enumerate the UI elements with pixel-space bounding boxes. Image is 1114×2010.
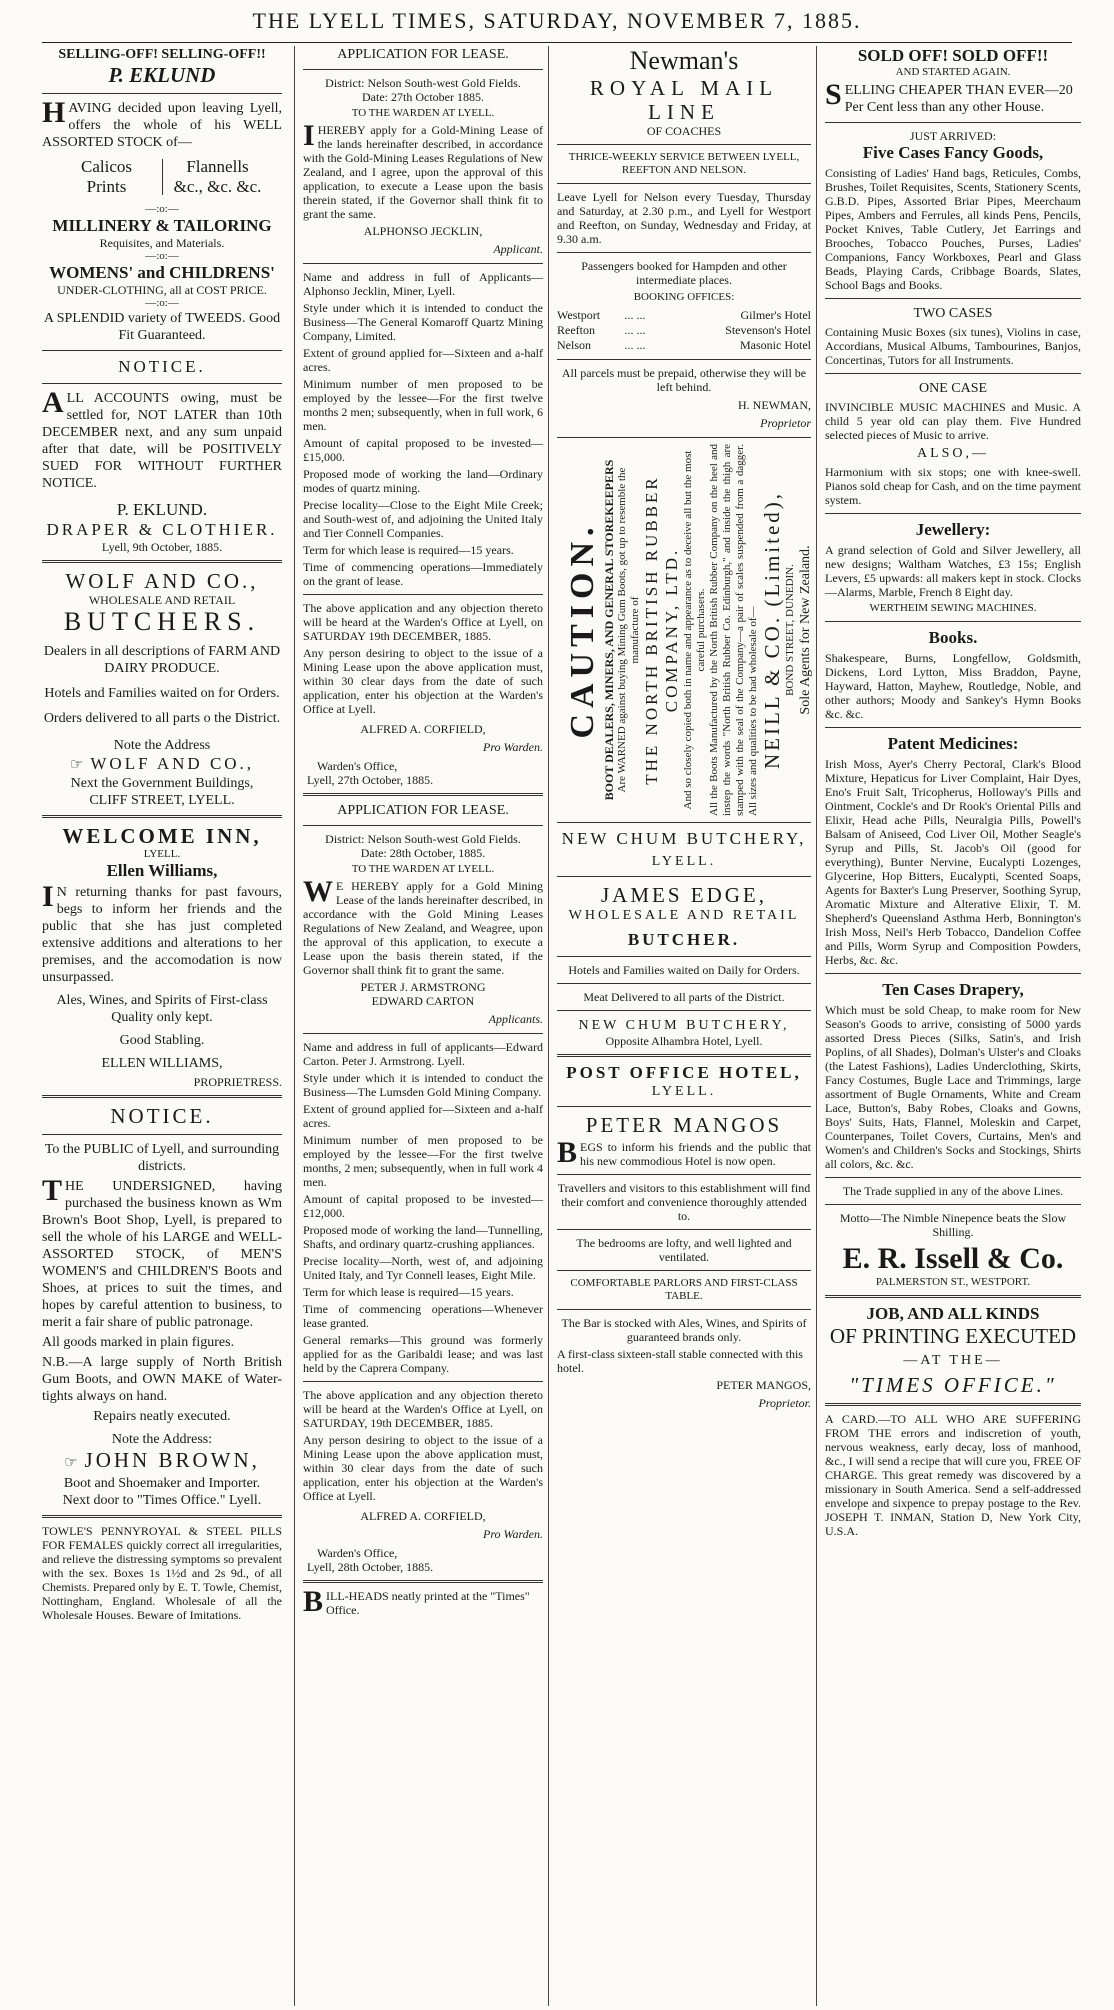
welcome-place: LYELL. [143, 848, 181, 860]
column-1 [42, 46, 282, 2006]
welcome-title: WELCOME INN, [62, 824, 262, 848]
po-stable: A first-class sixteen-stall stable connected with this hotel. [557, 1347, 803, 1375]
lease2-sign-title: Pro Warden. [483, 1527, 543, 1541]
booking-office-row [557, 338, 811, 353]
wolf-orders: Orders delivered to all parts o the District. [43, 711, 281, 726]
lease1-item: Minimum number of men proposed to be employed by the lessee—For the first twelve months 2 men; subsequently, when in full work, 6 men. [303, 377, 543, 433]
wolf-address2: CLIFF STREET, LYELL. [89, 793, 235, 808]
welcome-ales: Ales, Wines, and Spirits of First-class Quality only kept. [56, 993, 268, 1025]
po-title: POST OFFICE HOTEL, [566, 1063, 802, 1082]
eklund-sign-name: P. EKLUND. [116, 500, 208, 519]
column-4 [816, 46, 1081, 2006]
lease1-item: Style under which it is intended to conduct the Business—The General Komaroff Quartz Mining Company, Limited. [303, 301, 543, 343]
brown-next: Next door to "Times Office." Lyell. [62, 1493, 262, 1508]
wolf-address-name: ☞ WOLF AND CO., [69, 754, 255, 773]
lease2-title: APPLICATION FOR LEASE. [337, 803, 509, 818]
lease2-item: General remarks—This ground was formerly applied for as the Garibaldi lease; and was last held by the Caprera Company. [303, 1333, 543, 1375]
issell-also: ALSO,— [916, 446, 990, 461]
lease2-body: W E HEREBY apply for a Gold Mining Lease of the lands hereinafter described, in accordance with the Gold Mining Leases Regulations of New Zealand, and Weagree, upon the approval of this application, to execute a Lease upon the basis therein stated, if the Governor shall think fit to grant the same. [303, 875, 543, 977]
newman-sign-title: Proprietor [760, 416, 811, 430]
separator: —:o:— [145, 203, 179, 215]
edge-title: NEW CHUM BUTCHERY, [561, 829, 807, 848]
issell-fancy-text: Consisting of Ladies' Hand bags, Reticules, Combs, Brushes, Toilet Requisites, Scents, Stationery Scents, G.B.D. Pipes, Assorted Briar Pipes, Meerchaum Pipes, Ambers and Ferrules, all kinds Pens, Pencils, Pocket Knives, Table Cutlery, Jet Earrings and Brooches, Tobacco Pouches, Purses, Ladies' Companions, Fancy Workboxes, Pearl and Glass Beads, Playing Cards, Cribbage Boards, Slates, School Bags and Books. [825, 166, 1081, 292]
caution-line4: All the Boots Manufactured by the North British Rubber Company on the heel and instep the words "North British Rubber Co. Edinburgh," and inside the thigh are stamped with the seal of the Company—a pair of scales suspended from a dagger. All sizes and qualities to be had wholesale of— [708, 444, 759, 816]
issell-sewing: WERTHEIM SEWING MACHINES. [869, 602, 1037, 614]
brown-trade: Boot and Shoemaker and Importer. [63, 1476, 261, 1491]
booking-office-row [557, 323, 811, 338]
welcome-sign: ELLEN WILLIAMS, [101, 1056, 223, 1071]
lease1-applicant: ALPHONSO JECKLIN, [363, 224, 483, 238]
newman-offices [557, 308, 811, 353]
lease2-item: Extent of ground applied for—Sixteen and a-half acres. [303, 1102, 543, 1130]
eklund-left-goods: Calicos Prints [81, 157, 132, 196]
edge-place: LYELL. [651, 854, 717, 869]
booking-office-hotel: Masonic Hotel [740, 338, 811, 352]
eklund-sign-trade: DRAPER & CLOTHIER. [46, 520, 278, 539]
lease1-item: Name and address in full of Applicants—Alphonso Jecklin, Miner, Lyell. [303, 270, 543, 298]
edge-trade: WHOLESALE AND RETAIL [568, 908, 800, 923]
edge-hotels: Hotels and Families waited on Daily for Orders. [568, 963, 800, 977]
lease2-hearing: The above application and any objection thereto will be heard at the Warden's Office at Lyell, on SATURDAY, 19th DECEMBER, 1885. [303, 1388, 543, 1430]
booking-office-row [557, 308, 811, 323]
booking-office-town: Nelson [557, 338, 591, 352]
lease2-date: Date: 28th October, 1885. [360, 846, 486, 860]
caution-sole: Sole Agents for New Zealand. [798, 545, 813, 715]
lease2-office-date: Lyell, 28th October, 1885. [307, 1560, 434, 1574]
lease2-applicant2: EDWARD CARTON [371, 994, 475, 1008]
lease2-objection: Any person desiring to object to the issue of a Mining Lease upon the above application must, within 30 clear days from the date of such application, enter his objection at the Warden's Office at Lyell. [303, 1433, 543, 1503]
booking-office-hotel: Stevenson's Hotel [725, 323, 811, 337]
caution-rotated [564, 444, 813, 816]
brown-nb: N.B.—A large supply of North British Gum Boots, and OWN MAKE of Water-tights always on hand. [42, 1355, 282, 1404]
po-bedrooms: The bedrooms are lofty, and well lighted and ventilated. [576, 1236, 792, 1264]
eklund-tweeds: A SPLENDID variety of TWEEDS. Good Fit Guaranteed. [43, 311, 281, 343]
issell-two-text: Containing Music Boxes (six tunes), Violins in case, Accordians, Musical Albums, Tambourines, Banjos, Concertinas, Tutors for all Instruments. [825, 325, 1081, 367]
newman-booking: BOOKING OFFICES: [633, 291, 735, 303]
po-name: PETER MANGOS [585, 1113, 783, 1137]
lease2-office: Warden's Office, [317, 1546, 398, 1560]
issell-also-text: Harmonium with six stops; one with knee-swell. Pianos sold cheap for Cash, and on the time payment system. [825, 465, 1081, 507]
lease2-item: Style under which it is intended to conduct the Business—The Lumsden Gold Mining Company. [303, 1071, 543, 1099]
edge-name2: NEW CHUM BUTCHERY, [578, 1018, 790, 1033]
welcome-text: I N returning thanks for past favours, begs to inform her friends and the public that she has just completed extensive additions and alterations to her premises, and the accomodation is now unsurpassed. [42, 880, 282, 985]
newman-service: THRICE-WEEKLY SERVICE BETWEEN LYELL, REEFTON AND NELSON. [568, 151, 800, 176]
times-line4: "TIMES OFFICE." [849, 1373, 1057, 1397]
edge-meat: Meat Delivered to all parts of the District. [583, 990, 785, 1004]
wolf-note: Note the Address [113, 738, 211, 753]
issell-books: Books. [928, 628, 978, 647]
lease1-hearing: The above application and any objection thereto will be heard at the Warden's Office at Lyell, on SATURDAY 19th DECEMBER, 1885. [303, 601, 543, 643]
wolf-sub: WHOLESALE AND RETAIL [88, 593, 236, 607]
issell-jewellery-text: A grand selection of Gold and Silver Jewellery, all new designs; Waltham Watches, £3 15s; English Levers, £5 upwards: all makers kept in stock. Clocks—Alarms, Marble, French 8 Eight day. [825, 543, 1081, 599]
lease1-item: Amount of capital proposed to be invested—£15,000. [303, 436, 543, 464]
lease2-item: Name and address in full of applicants—Edward Carton. Peter J. Armstrong. Lyell. [303, 1040, 543, 1068]
po-bar: The Bar is stocked with Ales, Wines, and Spirits of guaranteed brands only. [561, 1316, 807, 1344]
newman-title: Newman's [629, 46, 739, 75]
issell-arrived: JUST ARRIVED: [909, 129, 997, 143]
caution-title: CAUTION. [564, 521, 601, 739]
caution-ad [557, 437, 811, 823]
booking-office-hotel: Gilmer's Hotel [740, 308, 811, 322]
lease1-date: Date: 27th October 1885. [362, 90, 484, 104]
edge-butcher: BUTCHER. [627, 930, 741, 949]
brown-name: ☞ JOHN BROWN, [42, 1448, 282, 1475]
booking-office-dots: ... ... [624, 323, 646, 337]
lease1-item: Term for which lease is required—15 years. [303, 543, 514, 557]
po-sign: PETER MANGOS, [716, 1378, 811, 1392]
lease2-item: Term for which lease is required—15 years. [303, 1285, 514, 1299]
booking-office-dots: ... ... [624, 338, 646, 352]
towle-text: TOWLE'S PENNYROYAL & STEEL PILLS FOR FEMALES quickly correct all irregularities, and relieve the distressing symptoms so prevalent with the sex. Boxes 1s 1½d and 2s 9d., of all Chemists. Prepared only by E. T. Towle, Chemist, Nottingham, England. Wholesale of all the Wholesale Houses. Beware of Imitations. [42, 1524, 282, 1622]
lease2-applicant1: PETER J. ARMSTRONG [360, 980, 486, 994]
eklund-intro: HAVING decided upon leaving Lyell, offers the whole of his WELL ASSORTED STOCK of— [42, 96, 282, 150]
eklund-heading: SELLING-OFF! SELLING-OFF!! [58, 47, 266, 62]
card-text: A CARD.—TO ALL WHO ARE SUFFERING FROM THE errors and indiscretion of youth, nervous weakness, early decay, loss of manhood, &c., I will send a recipe that will cure you, FREE OF CHARGE. This great remedy was discovered by a missionary in South America. Send a self-addressed envelope and sixpence to prepay postage to the Rev. JOSEPH T. INMAN, Station D, New York City, U.S.A. [825, 1412, 1081, 1538]
issell-one: ONE CASE [918, 381, 988, 396]
issell-drapery-text: Which must be sold Cheap, to make room for New Season's Goods to arrive, consisting of 5000 yards assorted Dress Pieces (Silks, Satin's, and Irish Poplins, of all Shades), Dolman's Ulster's and Cloaks (the Latest Fashions), Ladies Underclothing, Skirts, Fancy Costumes, Bugle Lace and Trimmings, large assortment of Bugle Ornaments, White and Cream Lace, Button's, Baby Robes, Cloaks and Gowns, Boys' Suits, Hats, Flannel, Moleskin and Carpet, Counterpanes, Toilet Covers, Curtains, Men's and Women's and Children's Socks and Stockings, Shirts all colors, &c. &c. [825, 1003, 1081, 1171]
lease1-district: District: Nelson South-west Gold Fields. [325, 76, 521, 90]
newman-coaches: OF COACHES [646, 124, 722, 138]
po-text: BEGS to inform his friends and the public that his new commodious Hotel is now open. [557, 1136, 811, 1169]
lease1-sign-title: Pro Warden. [483, 740, 543, 754]
issell-books-text: Shakespeare, Burns, Longfellow, Goldsmith, Dickens, Lord Lytton, Miss Braddon, Payne, Hayward, Hatton, Mayhew, Routledge, Noble, and other authors; Moody and Sankey's Hymn Books &c. &c. [825, 651, 1081, 721]
lease1-item: Precise locality—Close to the Eight Mile Creek; and South-west of, and adjoining the United Italy and Tier Connell Companies. [303, 498, 543, 540]
booking-office-dots: ... ... [624, 308, 646, 322]
lease1-office: Warden's Office, [317, 759, 398, 773]
lease2-applicant-title: Applicants. [488, 1012, 543, 1026]
column-2 [294, 46, 543, 2006]
lease2-details [303, 1040, 543, 1375]
brown-notice: NOTICE. [110, 1104, 214, 1128]
billheads: BILL-HEADS neatly printed at the "Times" Office. [303, 1585, 530, 1618]
lease1-to: TO THE WARDEN AT LYELL. [351, 107, 495, 119]
brown-note: Note the Address: [111, 1432, 213, 1447]
lease1-objection: Any person desiring to object to the issue of a Mining Lease upon the above application must, within 30 clear days from the date of such application, enter his objection at the Warden's Office at Lyell. [303, 646, 543, 716]
wolf-address1: Next the Government Buildings, [70, 776, 254, 791]
newman-parcels: All parcels must be prepaid, otherwise they will be left behind. [561, 366, 807, 394]
issell-jewellery: Jewellery: [915, 520, 991, 539]
lease2-item: Time of commencing operations—Whenever lease granted. [303, 1302, 543, 1330]
issell-heading: SOLD OFF! SOLD OFF!! [857, 46, 1049, 65]
brown-figures: All goods marked in plain figures. [42, 1335, 235, 1350]
issell-sub: AND STARTED AGAIN. [895, 66, 1011, 78]
caution-line1: BOOT DEALERS, MINERS, AND GENERAL STOREKEEPERS [602, 459, 616, 801]
issell-drapery: Ten Cases Drapery, [882, 980, 1024, 999]
newman-sign: H. NEWMAN, [738, 398, 811, 412]
eklund-notice-text: ALL ACCOUNTS owing, must be settled for, NOT LATER than 10th DECEMBER next, and any sum unpaid after that date, will be POSITIVELY SUED FOR WITHOUT FURTHER NOTICE. [42, 386, 282, 491]
lease1-item: Extent of ground applied for—Sixteen and a-half acres. [303, 346, 543, 374]
separator: —:o:— [145, 297, 179, 309]
po-travellers: Travellers and visitors to this establishment will find their comfort and convenience thoroughly attended to. [557, 1181, 811, 1223]
issell-address: PALMERSTON ST., WESTPORT. [875, 1276, 1031, 1288]
po-parlors: COMFORTABLE PARLORS AND FIRST-CLASS TABLE. [570, 1277, 798, 1302]
eklund-millinery: MILLINERY & TAILORING [52, 216, 272, 235]
newman-line: ROYAL MAIL LINE [589, 76, 779, 124]
eklund-sign-date: Lyell, 9th October, 1885. [101, 540, 223, 554]
lease2-item: Precise locality—North, west of, and adjoining United Italy, and Tyr Connell leases, Eight Mile. [303, 1254, 543, 1282]
caution-company: THE NORTH BRITISH RUBBER COMPANY, LTD. [642, 475, 681, 785]
pointing-hand-icon: ☞ [69, 757, 87, 773]
issell-trade: The Trade supplied in any of the above Lines. [842, 1184, 1064, 1198]
newman-passengers: Passengers booked for Hampden and other intermediate places. [581, 259, 787, 287]
lease2-sign: ALFRED A. CORFIELD, [360, 1509, 486, 1523]
issell-patent: Patent Medicines: [887, 734, 1019, 753]
lease1-item: Proposed mode of working the land—Ordinary modes of quartz mining. [303, 467, 543, 495]
caution-agent-addr: BOND STREET, DUNEDIN. [784, 564, 796, 696]
lease2-item: Amount of capital proposed to be invested—£12,000. [303, 1192, 543, 1220]
booking-office-town: Westport [557, 308, 601, 322]
wolf-dealers: Dealers in all descriptions of FARM AND DAIRY PRODUCE. [43, 644, 281, 676]
issell-name: E. R. Issell & Co. [842, 1242, 1064, 1275]
times-line2: OF PRINTING EXECUTED [829, 1324, 1077, 1348]
column-3 [548, 46, 811, 2006]
eklund-millinery-sub: Requisites, and Materials. [99, 236, 225, 250]
welcome-sign-title: PROPRIETRESS. [193, 1075, 282, 1089]
booking-office-town: Reefton [557, 323, 595, 337]
newman-schedule: Leave Lyell for Nelson every Tuesday, Thursday and Saturday, at 2.30 p.m., and Lyell for Westport and Reefton, on Sunday, Wednesday and Friday, at 9.30 a.m. [557, 190, 811, 246]
welcome-name: Ellen Williams, [106, 861, 218, 880]
brown-text: THE UNDERSIGNED, having purchased the business known as Wm Brown's Boot Shop, Lyell, is prepared to sell the whole of his LARGE and WELL-ASSORTED STOCK, of MEN'S WOMEN'S and CHILDREN'S Boots and Shoes, at prices to suit the times, and hopes by careful attention to business, to merit a fair share of public patronage. [42, 1174, 282, 1330]
lease1-office-date: Lyell, 27th October, 1885. [307, 773, 434, 787]
eklund-notice-heading: NOTICE. [118, 357, 206, 376]
eklund-womens: WOMENS' and CHILDRENS' [49, 263, 275, 282]
eklund-right-goods: Flannells &c., &c. &c. [173, 157, 262, 196]
issell-patent-text: Irish Moss, Ayer's Cherry Pectoral, Clark's Blood Mixture, Hepaticus for Liver Complaint, Hair Dyes, Eno's Fruit Salt, Tricopherus, Holloway's Pills and Ointment, Cockle's and Dr Rook's Oriental Pills and Elixir, Head ache Pills, Neuralgia Pills, Powell's Balsam of Aniseed, Cod Liver Oil, Mother Seagle's Syrup and Pills, St. Jacob's Oil (good for everything), Bunter Nervine, Eucalypti Lozenges, Glycerine, Hop Bitters, Eucalypti, Scented Soaps, Agents for Baxter's Lung Preserver, Soothing Syrup, Aromatic Mixture and Alterative Elixir, T. M. Shepherd's Queensland Asthma Herb, Bonnington's Irish Moss, Neil's Herb Tobacco, Dandelion Coffee and Pills, Worm Syrup and Composition Powders, Herbs, &c. &c. [825, 757, 1081, 967]
masthead: THE LYELL TIMES, SATURDAY, NOVEMBER 7, 1885. [42, 0, 1072, 43]
issell-motto: Motto—The Nimble Ninepence beats the Slow Shilling. [839, 1211, 1067, 1239]
brown-to: To the PUBLIC of Lyell, and surrounding districts. [44, 1142, 280, 1174]
brown-repairs: Repairs neatly executed. [93, 1409, 231, 1424]
eklund-womens-sub: UNDER-CLOTHING, all at COST PRICE. [57, 283, 267, 297]
eklund-goods [42, 157, 282, 197]
lease2-to: TO THE WARDEN AT LYELL. [351, 863, 495, 875]
edge-name: JAMES EDGE, [600, 883, 767, 907]
issell-intro: SELLING CHEAPER THAN EVER—20 Per Cent less than any other House. [825, 78, 1073, 115]
issell-fancy: Five Cases Fancy Goods, [862, 143, 1044, 162]
separator: —:o:— [145, 250, 179, 262]
lease2-item: Minimum number of men proposed to be employed by the lessee—For the first twelve months, 2 men; subsequently, when in full work 4 men. [303, 1133, 543, 1189]
caution-line2: Are WARNED against buying Mining Gum Boots, got up to resemble the manufacture of [616, 467, 641, 793]
wolf-hotels: Hotels and Families waited on for Orders. [44, 686, 280, 701]
lease1-details [303, 270, 543, 588]
wolf-title: WOLF AND CO., [65, 569, 259, 593]
lease1-item: Time of commencing operations—Immediately on the grant of lease. [303, 560, 543, 588]
issell-one-text: INVINCIBLE MUSIC MACHINES and Music. A child 5 year old can play them. Five Hundred selected pieces of Music to arrive. [825, 400, 1081, 442]
newspaper-page [42, 46, 1081, 2006]
lease1-title: APPLICATION FOR LEASE. [337, 47, 509, 62]
pointing-hand-icon: ☞ [64, 1455, 81, 1471]
times-line3: —AT THE— [903, 1353, 1003, 1368]
lease2-item: Proposed mode of working the land—Tunnelling, Shafts, and ordinary quartz-crushing appliances. [303, 1223, 543, 1251]
wolf-butchers: BUTCHERS. [63, 607, 261, 636]
lease1-applicant-title: Applicant. [493, 242, 543, 256]
welcome-stabling: Good Stabling. [119, 1033, 205, 1048]
times-line1: JOB, AND ALL KINDS [866, 1304, 1040, 1323]
edge-opp: Opposite Alhambra Hotel, Lyell. [605, 1034, 763, 1048]
caution-agent: NEILL & CO. (Limited), [760, 490, 784, 770]
lease1-sign: ALFRED A. CORFIELD, [360, 722, 486, 736]
caution-line3: And so closely copied both in name and appearance as to deceive all but the most careful purchasers. [682, 450, 707, 810]
po-sign-title: Proprietor. [758, 1396, 811, 1410]
lease1-body: IHEREBY apply for a Gold-Mining Lease of the lands hereinafter described, in accordance with the Gold-Mining Leases Regulations of New Zealand, and I agree, upon the approval of this application, to execute a Lease upon the basis therein stated, if the Governor shall think fit to grant the same. [303, 119, 543, 221]
lease2-district: District: Nelson South-west Gold Fields. [325, 832, 521, 846]
eklund-name: P. EKLUND [108, 63, 216, 87]
po-place: LYELL. [651, 1084, 717, 1099]
issell-two: TWO CASES [913, 306, 993, 321]
